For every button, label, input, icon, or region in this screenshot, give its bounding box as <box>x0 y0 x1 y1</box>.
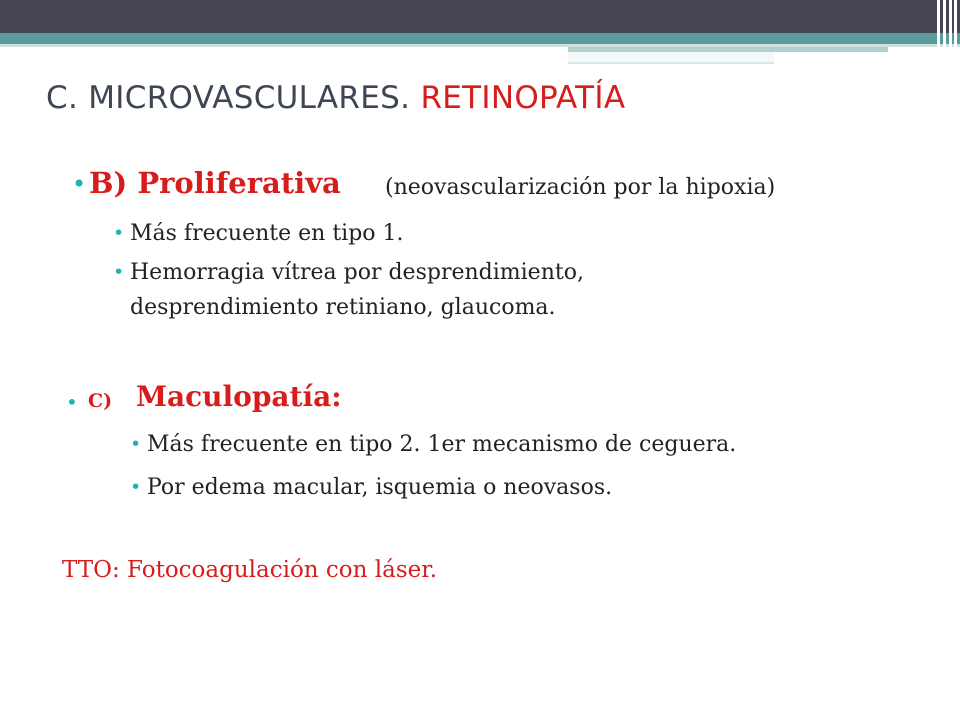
bullet-icon: • <box>72 170 87 198</box>
proliferativa-item-2: Hemorragia vítrea por desprendimiento, <box>130 260 584 285</box>
proliferativa-item-2-cont: desprendimiento retiniano, glaucoma. <box>130 295 556 320</box>
bullet-icon: • <box>113 261 125 283</box>
maculopatia-item-1: Más frecuente en tipo 2. 1er mecanismo de ceguera. <box>147 432 737 457</box>
list-item <box>130 470 613 505</box>
bullet-icon: • <box>113 222 125 244</box>
bullet-icon: • <box>66 390 78 414</box>
proliferativa-item-1: Más frecuente en tipo 1. <box>130 221 404 246</box>
slide-title <box>46 80 625 116</box>
bullet-icon: • <box>130 476 142 498</box>
header-band-teal <box>0 33 960 44</box>
bullet-icon: • <box>130 433 142 455</box>
list-item <box>113 255 584 290</box>
list-item <box>130 427 737 462</box>
header-band-dark <box>0 0 960 33</box>
header-tab-shadow <box>568 52 774 64</box>
maculopatia-item-2: Por edema macular, isquemia o neovasos. <box>147 475 613 500</box>
header-stripes <box>934 0 960 70</box>
proliferativa-heading: B) Proliferativa <box>89 166 341 200</box>
treatment-line: TTO: Fotocoagulación con láser. <box>62 557 438 583</box>
proliferativa-note: (neovascularización por la hipoxia) <box>385 175 776 200</box>
slide-title-main: C. MICROVASCULARES. <box>46 80 411 116</box>
list-item <box>113 216 404 251</box>
maculopatia-prefix: C) <box>88 390 113 412</box>
list-item-continuation <box>130 290 556 325</box>
maculopatia-heading: Maculopatía: <box>136 380 342 413</box>
slide-title-accent: RETINOPATÍA <box>420 80 626 116</box>
